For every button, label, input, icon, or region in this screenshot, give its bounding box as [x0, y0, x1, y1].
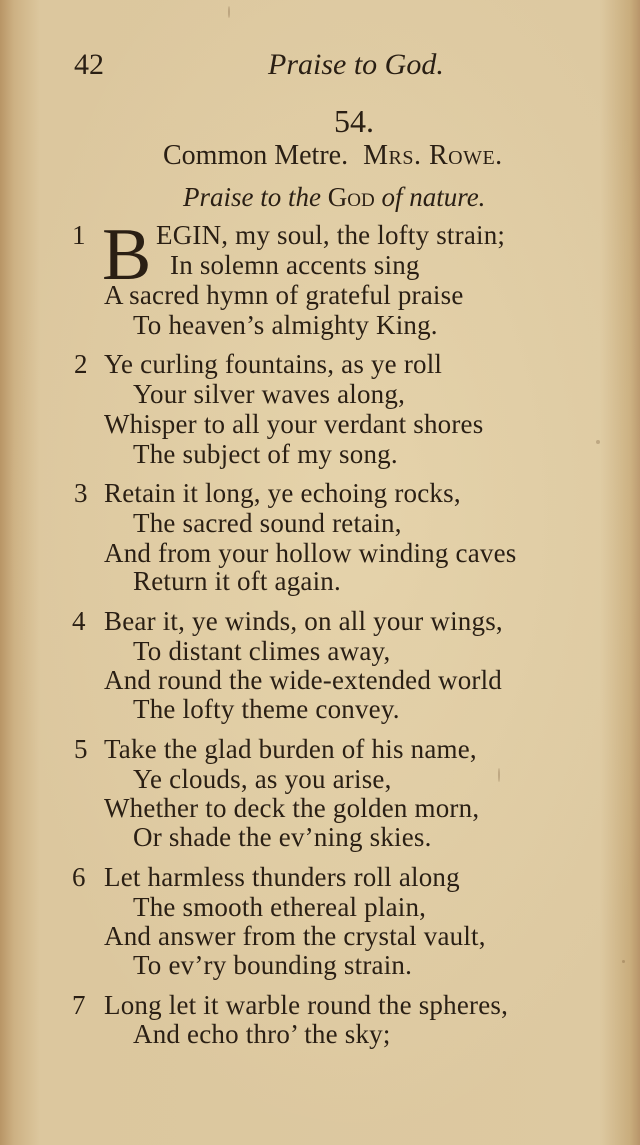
verse-line: Bear it, ye winds, on all your wings, [104, 606, 503, 636]
hymn-subtitle [183, 182, 485, 213]
verse-line: Let harmless thunders roll along [104, 862, 460, 892]
verse-line: The lofty theme convey. [133, 694, 400, 724]
paper-speck [622, 960, 625, 963]
verse-line: Whisper to all your verdant shores [104, 409, 484, 439]
verse-line: And from your hollow winding caves [104, 538, 517, 568]
verse-line: Ye curling fountains, as ye roll [104, 349, 443, 379]
verse-line: Take the glad burden of his name, [104, 734, 477, 764]
verse-line: A sacred hymn of grateful praise [104, 280, 464, 310]
verse-line: To heaven’s almighty King. [133, 310, 438, 340]
paper-speck [596, 440, 600, 444]
stanza-number: 4 [72, 606, 86, 636]
running-head [0, 48, 640, 88]
subtitle-part1: Praise to the [183, 182, 321, 212]
verse-line: Long let it warble round the spheres, [104, 990, 509, 1020]
stanza-number: 5 [74, 734, 88, 764]
paper-speck [498, 768, 500, 782]
stanza-number: 1 [72, 220, 86, 250]
meter: Common Metre. [163, 140, 349, 171]
verse-line: And echo thro’ the sky; [133, 1019, 391, 1049]
author: Mrs. Rowe. [363, 140, 503, 171]
verse-line: In solemn accents sing [170, 250, 420, 280]
verse-line: The sacred sound retain, [133, 508, 402, 538]
verse-line: And answer from the crystal vault, [104, 921, 486, 951]
stanza-number: 7 [72, 990, 86, 1020]
stanza-number: 2 [74, 349, 88, 379]
verse-line: Return it oft again. [133, 566, 341, 596]
verse-line: And round the wide-extended world [104, 665, 502, 695]
running-title: Praise to God. [268, 48, 444, 81]
verse-line: Ye clouds, as you arise, [133, 764, 392, 794]
verse-line: Retain it long, ye echoing rocks, [104, 478, 461, 508]
verse-line: The smooth ethereal plain, [133, 892, 427, 922]
verse-line: Your silver waves along, [133, 379, 406, 409]
hymn-number: 54. [334, 103, 374, 139]
page-number: 42 [74, 48, 104, 81]
verse-line: To ev’ry bounding strain. [133, 950, 413, 980]
verse-line: EGIN, my soul, the lofty strain; [156, 220, 506, 250]
verse-line: To distant climes away, [133, 636, 391, 666]
subtitle-part2: of nature. [381, 182, 486, 212]
paper-speck [228, 6, 230, 18]
verse-line: Or shade the ev’ning skies. [133, 822, 432, 852]
stanza-number: 3 [74, 478, 88, 508]
verse-line: Whether to deck the golden morn, [104, 793, 480, 823]
stanza-number: 6 [72, 862, 86, 892]
meter-line [163, 140, 503, 172]
subtitle-god: God [327, 182, 375, 212]
drop-cap: B [102, 214, 152, 296]
verse-line: The subject of my song. [133, 439, 398, 469]
